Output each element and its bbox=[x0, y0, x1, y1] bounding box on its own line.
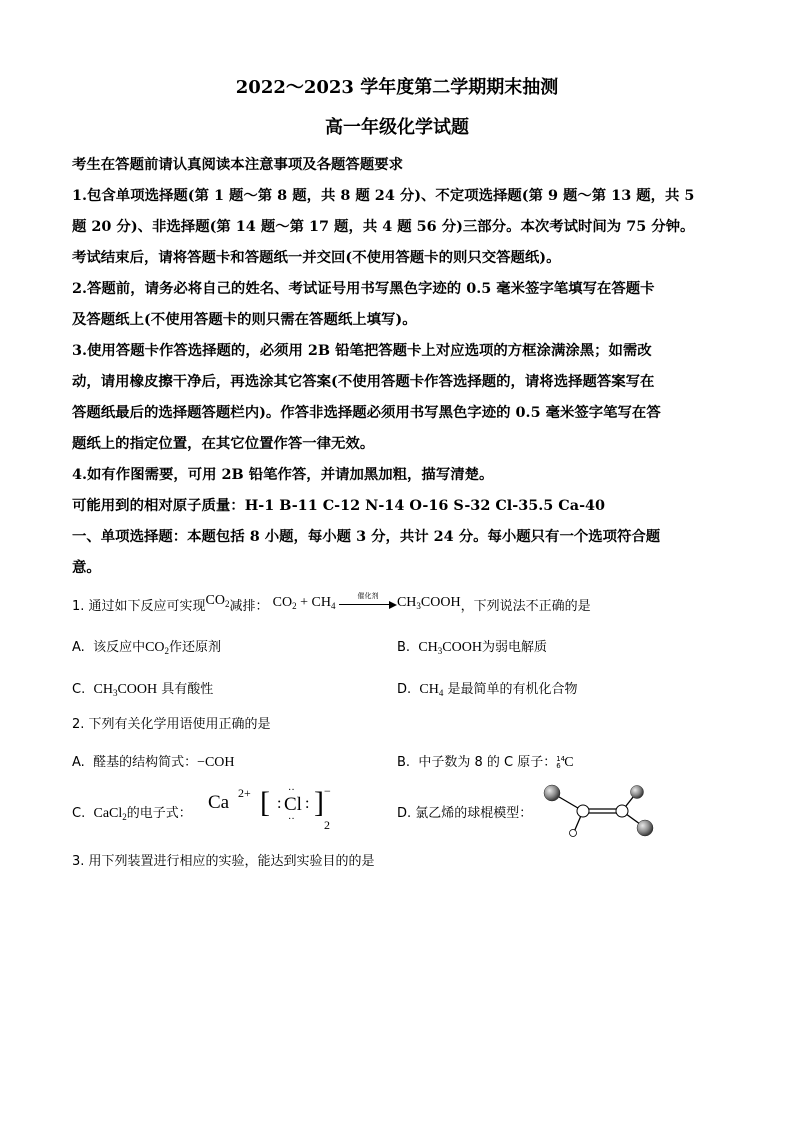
instructions-heading: 考生在答题前请认真阅读本注意事项及各题答题要求 bbox=[72, 156, 403, 173]
reaction-equation: $CO_2 + CH_4$ 催化剂 $CH_3COOH$ bbox=[272, 591, 461, 611]
instruction-line: 1.包含单项选择题(第 1 题～第 8 题，共 8 题 24 分)、不定项选择题(第 9 题～第 13 题，共 5 bbox=[72, 187, 695, 204]
electron-formula: Ca 2+ [ Cl ·· ·· : : ] − 2 bbox=[208, 784, 331, 832]
catalyst-label: 催化剂 bbox=[357, 591, 379, 600]
question-2-option-c[interactable]: C. CaCl$_2$的电子式： bbox=[72, 806, 192, 822]
chloride-charge: − bbox=[324, 784, 331, 798]
calcium-ion: Ca bbox=[208, 792, 230, 813]
instruction-line: 3.使用答题卡作答选择题的，必须用 2B 铅笔把答题卡上对应选项的方框涂满涂黑；如需改 bbox=[72, 342, 652, 359]
hydrogen-atom bbox=[637, 820, 653, 836]
hydrogen-atom bbox=[631, 786, 644, 799]
exam-title: 2022～2023 学年度第二学期期末抽测 bbox=[235, 77, 559, 98]
ball-stick-model bbox=[540, 784, 665, 842]
section-heading: 一、单项选择题：本题包括 8 小题，每小题 3 分，共计 24 分。每小题只有一个选项符合题 bbox=[72, 528, 661, 545]
chem-formula: $CO_2$ bbox=[205, 593, 230, 609]
chlorine-atom bbox=[544, 785, 560, 801]
question-2-option-d[interactable]: D. 氯乙烯的球棍模型： bbox=[397, 806, 533, 821]
question-2-stem: 2. 下列有关化学用语使用正确的是 bbox=[72, 717, 271, 732]
chloride-count: 2 bbox=[324, 818, 330, 832]
isotope-notation: 14 6 bbox=[556, 754, 566, 770]
instruction-line: 题纸上的指定位置，在其它位置作答一律无效。 bbox=[72, 435, 375, 452]
exam-subtitle: 高一年级化学试题 bbox=[325, 117, 469, 138]
question-2-option-a[interactable]: A. 醛基的结构简式：−COH bbox=[72, 755, 235, 770]
instruction-line: 考试结束后，请将答题卡和答题纸一并交回(不使用答题卡的则只交答题纸)。 bbox=[72, 249, 561, 266]
instruction-line: 及答题纸上(不使用答题卡的则只需在答题纸上填写)。 bbox=[72, 311, 417, 328]
chloride-ion: Cl bbox=[284, 794, 302, 815]
carbon-atom bbox=[616, 805, 628, 817]
question-1-option-c[interactable]: C. $CH_3COOH$ 具有酸性 bbox=[72, 682, 214, 698]
instruction-line: 4.如有作图需要，可用 2B 铅笔作答，并请加黑加粗，描写清楚。 bbox=[72, 466, 494, 483]
question-1-option-a[interactable]: A. 该反应中$CO_2$作还原剂 bbox=[72, 640, 222, 656]
section-heading-cont: 意。 bbox=[72, 559, 101, 576]
instruction-line: 2.答题前，请务必将自己的姓名、考试证号用书写黑色字迹的 0.5 毫米签字笔填写在答题卡 bbox=[72, 280, 655, 297]
question-1-option-d[interactable]: D. $CH_4$ 是最简单的有机化合物 bbox=[397, 682, 578, 698]
question-2-option-b[interactable]: B. 中子数为 8 的 C 原子： 14 6 C bbox=[397, 754, 574, 770]
calcium-charge: 2+ bbox=[238, 786, 251, 800]
carbon-atom bbox=[577, 805, 589, 817]
hydrogen-atom bbox=[570, 830, 577, 837]
question-1-option-b[interactable]: B. $CH_3COOH$为弱电解质 bbox=[397, 640, 547, 656]
atomic-mass-line: 可能用到的相对原子质量：H-1 B-11 C-12 N-14 O-16 S-32 Cl-35.5 Ca-40 bbox=[72, 497, 606, 514]
instruction-line: 答题纸最后的选择题答题栏内)。作答非选择题必须用书写黑色字迹的 0.5 毫米签字笔写在答 bbox=[72, 404, 661, 421]
question-1-stem: 1. 通过如下反应可实现$CO_2$减排： $CO_2 + CH_4$ 催化剂 $CH_3COOH$，下列说法不正确的是 bbox=[72, 591, 591, 614]
reaction-arrow bbox=[339, 591, 397, 610]
instruction-line: 题 20 分)、非选择题(第 14 题～第 17 题，共 4 题 56 分)三部分。本次考试时间为 75 分钟。 bbox=[72, 218, 695, 235]
question-3-stem: 3. 用下列装置进行相应的实验，能达到实验目的的是 bbox=[72, 854, 375, 869]
instruction-line: 动，请用橡皮擦干净后，再选涂其它答案(不使用答题卡作答选择题的，请将选择题答案写在 bbox=[72, 373, 655, 390]
